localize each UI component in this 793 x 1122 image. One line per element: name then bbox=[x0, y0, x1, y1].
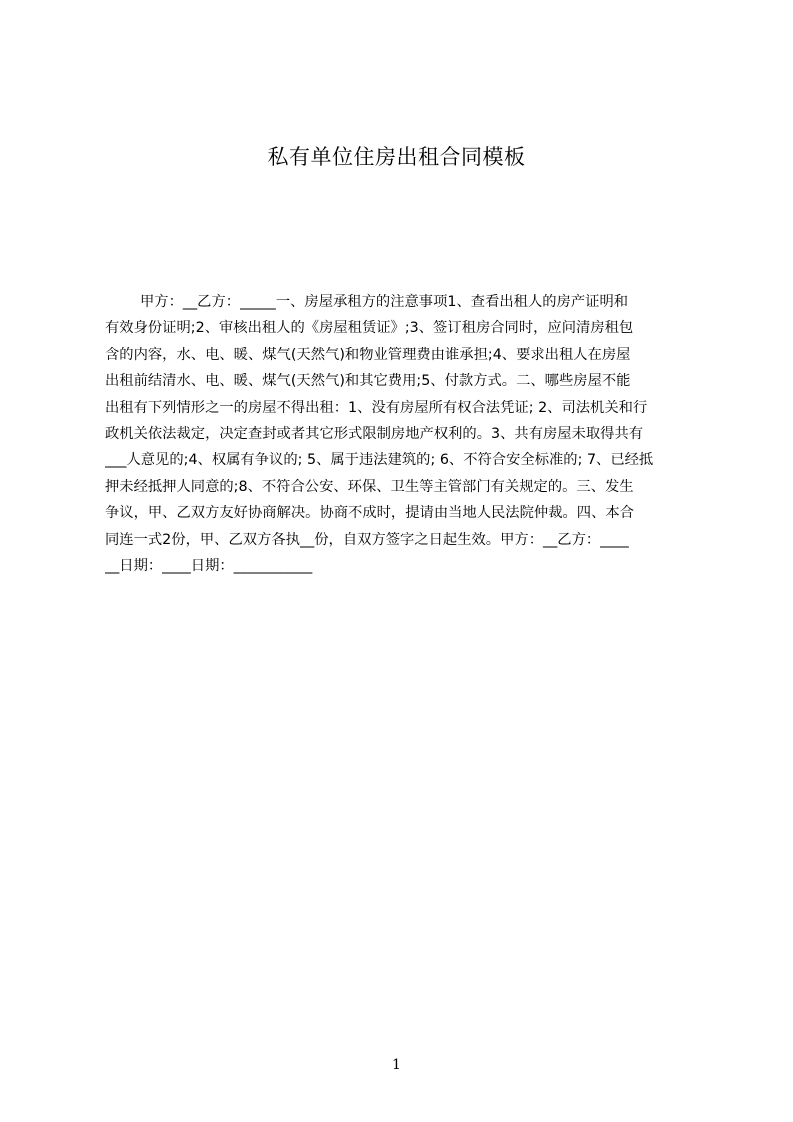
body-line: 含的内容，水、电、暖、煤气(天然气)和物业管理费由谁承担;4、要求出租人在房屋 bbox=[105, 346, 631, 363]
body-line: 出租前结清水、电、暖、煤气(天然气)和其它费用;5、付款方式。二、哪些房屋不能 bbox=[105, 373, 631, 390]
document-body bbox=[105, 289, 697, 579]
body-line: 争议，甲、乙双方友好协商解决。协商不成时，提请由当地人民法院仲裁。四、本合 bbox=[105, 505, 634, 522]
body-line: 出租有下列情形之一的房屋不得出租：1、没有房屋所有权合法凭证; 2、司法机关和行 bbox=[105, 399, 648, 416]
body-line: __日期：____日期：___________ bbox=[105, 557, 313, 574]
body-line: 甲方：__乙方：_____一、房屋承租方的注意事项1、查看出租人的房产证明和 bbox=[140, 294, 629, 310]
page-number: 1 bbox=[392, 1057, 401, 1073]
document-title: 私有单位住房出租合同模板 bbox=[267, 145, 526, 169]
body-line: 有效身份证明;2、审核出租人的《房屋租赁证》;3、签订租房合同时，应问清房租包 bbox=[105, 320, 634, 337]
body-line: ___人意见的;4、权属有争议的; 5、属于违法建筑的; 6、不符合安全标准的; 7、已经抵 bbox=[105, 452, 654, 469]
body-line: 同连一式2份，甲、乙双方各执__份，自双方签字之日起生效。甲方：__乙方：____ bbox=[105, 531, 629, 548]
body-line: 政机关依法裁定，决定查封或者其它形式限制房地产权利的。3、共有房屋未取得共有 bbox=[105, 425, 644, 442]
body-line: 押未经抵押人同意的;8、不符合公安、环保、卫生等主管部门有关规定的。三、发生 bbox=[105, 478, 634, 495]
